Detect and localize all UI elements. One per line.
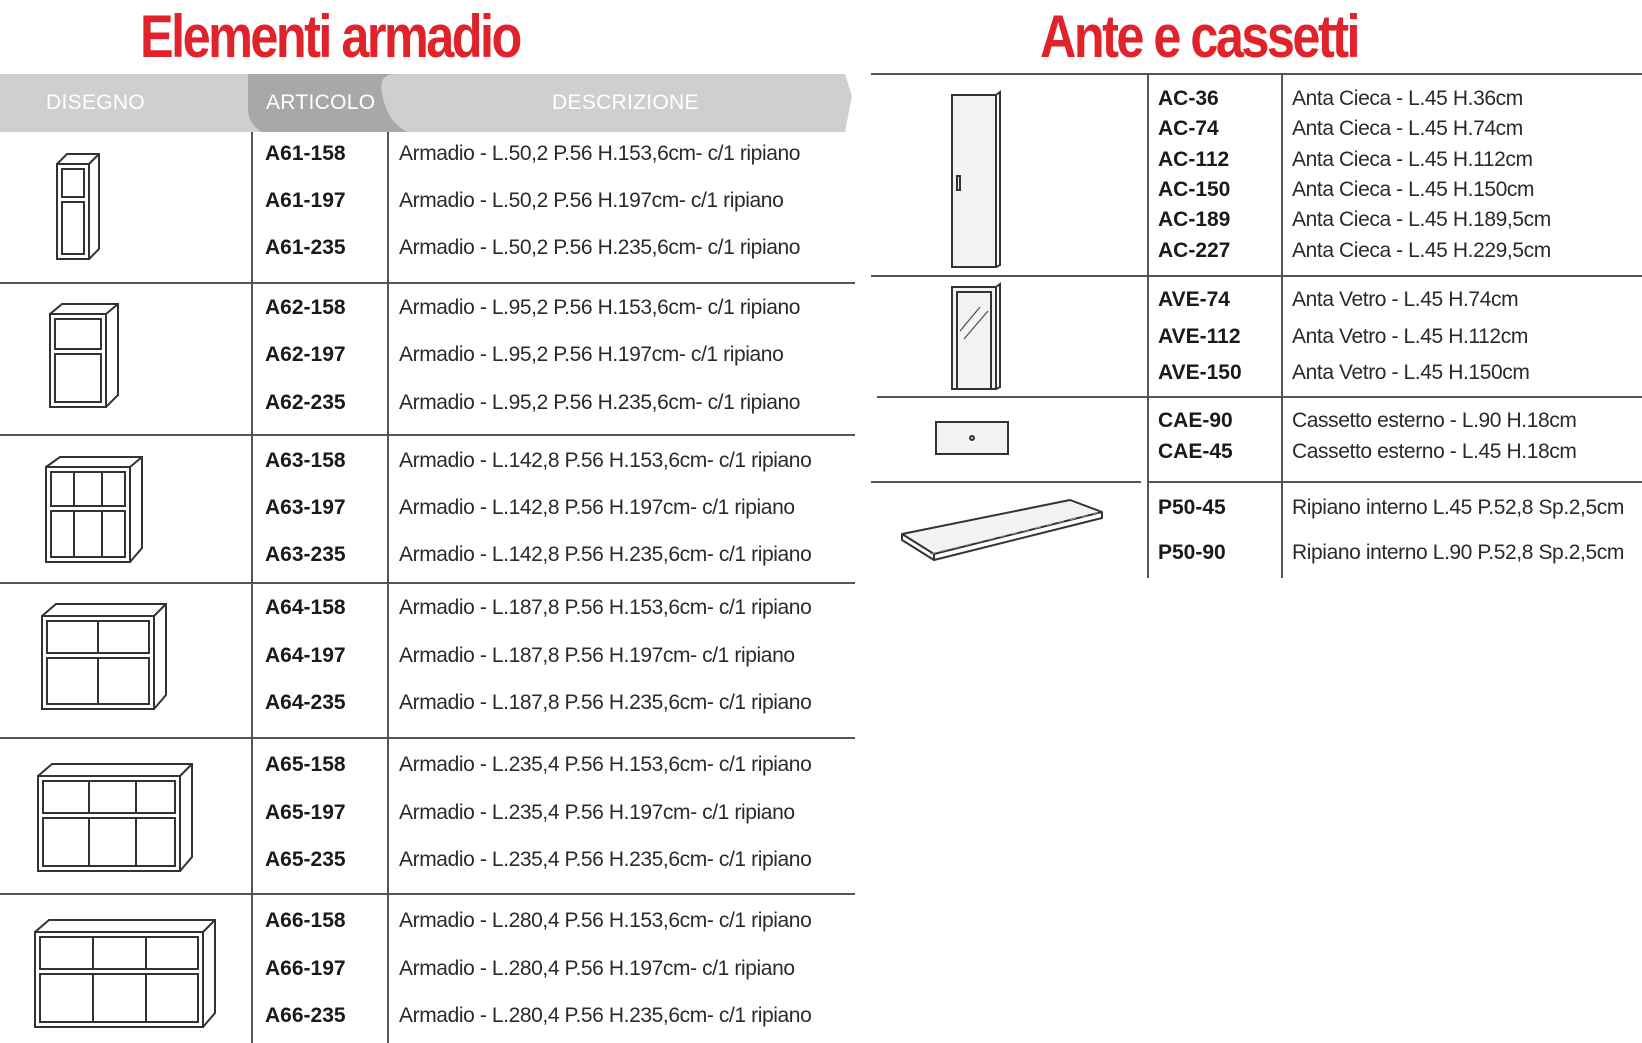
- right-section-title: Ante e cassetti: [1040, 3, 1358, 70]
- table-row: Anta Vetro - L.45 H.112cm: [1292, 325, 1528, 348]
- table-row: Armadio - L.95,2 P.56 H.153,6cm- c/1 ripiano: [399, 296, 801, 319]
- table-row: Armadio - L.95,2 P.56 H.235,6cm- c/1 ripiano: [399, 391, 801, 414]
- table-row: Armadio - L.280,4 P.56 H.153,6cm- c/1 ripiano: [399, 909, 812, 932]
- table-row: Ripiano interno L.90 P.52,8 Sp.2,5cm: [1292, 541, 1624, 564]
- table-row: Anta Cieca - L.45 H.150cm: [1292, 178, 1535, 201]
- table-row: Anta Cieca - L.45 H.36cm: [1292, 87, 1523, 110]
- header-code: ARTICOLO: [266, 91, 376, 114]
- glass-door-icon: [950, 283, 1002, 391]
- cabinet-3-column-icon: [44, 455, 146, 565]
- table-row: AC-150: [1158, 178, 1231, 201]
- table-row: CAE-90: [1158, 409, 1233, 432]
- table-row: Armadio - L.50,2 P.56 H.197cm- c/1 ripiano: [399, 189, 784, 212]
- table-row: A61-235: [265, 236, 346, 259]
- row-divider: [0, 434, 855, 436]
- table-row: A63-235: [265, 543, 346, 566]
- table-row: A63-158: [265, 449, 346, 472]
- table-row: Armadio - L.50,2 P.56 H.235,6cm- c/1 ripiano: [399, 236, 801, 259]
- table-row: Armadio - L.142,8 P.56 H.235,6cm- c/1 ripiano: [399, 543, 812, 566]
- table-row: A61-197: [265, 189, 346, 212]
- row-divider: [0, 737, 855, 739]
- table-row: Armadio - L.235,4 P.56 H.153,6cm- c/1 ripiano: [399, 753, 812, 776]
- table-row: P50-90: [1158, 541, 1226, 564]
- table-row: Anta Cieca - L.45 H.112cm: [1292, 148, 1533, 171]
- row-divider: [871, 481, 1141, 483]
- table-row: AC-227: [1158, 239, 1231, 262]
- right-table-top-border: [871, 73, 1642, 75]
- shelf-icon: [900, 496, 1106, 568]
- table-row: A66-197: [265, 957, 346, 980]
- table-row: Armadio - L.187,8 P.56 H.153,6cm- c/1 ripiano: [399, 596, 812, 619]
- left-col-divider-2: [387, 132, 389, 1043]
- table-row: Armadio - L.50,2 P.56 H.153,6cm- c/1 ripiano: [399, 142, 801, 165]
- table-row: A64-158: [265, 596, 346, 619]
- table-row: Ripiano interno L.45 P.52,8 Sp.2,5cm: [1292, 496, 1624, 519]
- left-col-divider-1: [251, 132, 253, 1043]
- row-divider: [0, 893, 855, 895]
- table-row: A61-158: [265, 142, 346, 165]
- table-row: Anta Vetro - L.45 H.150cm: [1292, 361, 1530, 384]
- table-row: AC-189: [1158, 208, 1231, 231]
- row-divider: [877, 396, 1642, 398]
- table-row: AC-36: [1158, 87, 1219, 110]
- cabinet-1-column-icon: [55, 152, 105, 262]
- table-row: A64-235: [265, 691, 346, 714]
- table-row: A63-197: [265, 496, 346, 519]
- cabinet-2-wide-icon: [48, 302, 123, 410]
- table-row: A65-235: [265, 848, 346, 871]
- table-row: Armadio - L.142,8 P.56 H.197cm- c/1 ripiano: [399, 496, 795, 519]
- left-section-title: Elementi armadio: [140, 3, 520, 70]
- table-row: A62-197: [265, 343, 346, 366]
- cabinet-4-column-icon: [40, 602, 170, 712]
- header-description: DESCRIZIONE: [552, 91, 699, 114]
- table-row: AC-112: [1158, 148, 1230, 171]
- table-row: A64-197: [265, 644, 346, 667]
- table-row: A66-235: [265, 1004, 346, 1027]
- cabinet-6-column-icon: [33, 918, 218, 1030]
- table-row: AVE-112: [1158, 325, 1241, 348]
- table-row: Anta Vetro - L.45 H.74cm: [1292, 288, 1519, 311]
- table-row: Armadio - L.280,4 P.56 H.197cm- c/1 ripiano: [399, 957, 795, 980]
- table-row: A65-158: [265, 753, 346, 776]
- row-divider: [0, 582, 855, 584]
- table-row: Armadio - L.187,8 P.56 H.235,6cm- c/1 ripiano: [399, 691, 812, 714]
- table-row: Armadio - L.280,4 P.56 H.235,6cm- c/1 ripiano: [399, 1004, 812, 1027]
- row-divider: [871, 275, 1642, 277]
- table-row: AVE-74: [1158, 288, 1230, 311]
- table-row: Armadio - L.187,8 P.56 H.197cm- c/1 ripiano: [399, 644, 795, 667]
- row-divider: [0, 282, 855, 284]
- table-row: Armadio - L.142,8 P.56 H.153,6cm- c/1 ripiano: [399, 449, 812, 472]
- solid-door-icon: [950, 90, 1002, 270]
- table-row: Anta Cieca - L.45 H.189,5cm: [1292, 208, 1551, 231]
- table-row: A62-235: [265, 391, 346, 414]
- right-col-divider-1: [1147, 73, 1149, 578]
- header-drawing: DISEGNO: [46, 91, 145, 114]
- table-row: Armadio - L.95,2 P.56 H.197cm- c/1 ripiano: [399, 343, 784, 366]
- table-header: [0, 74, 860, 132]
- row-divider: [1147, 481, 1642, 483]
- table-row: A66-158: [265, 909, 346, 932]
- table-row: Cassetto esterno - L.45 H.18cm: [1292, 440, 1577, 463]
- table-row: AVE-150: [1158, 361, 1242, 384]
- table-row: A62-158: [265, 296, 346, 319]
- drawer-icon: [934, 420, 1010, 456]
- table-row: AC-74: [1158, 117, 1219, 140]
- table-row: Anta Cieca - L.45 H.74cm: [1292, 117, 1523, 140]
- table-row: A65-197: [265, 801, 346, 824]
- table-row: Armadio - L.235,4 P.56 H.235,6cm- c/1 ripiano: [399, 848, 812, 871]
- table-row: Anta Cieca - L.45 H.229,5cm: [1292, 239, 1551, 262]
- table-row: Armadio - L.235,4 P.56 H.197cm- c/1 ripiano: [399, 801, 795, 824]
- cabinet-5-column-icon: [36, 762, 196, 874]
- table-row: Cassetto esterno - L.90 H.18cm: [1292, 409, 1577, 432]
- right-col-divider-2: [1281, 73, 1283, 578]
- table-row: CAE-45: [1158, 440, 1233, 463]
- table-row: P50-45: [1158, 496, 1226, 519]
